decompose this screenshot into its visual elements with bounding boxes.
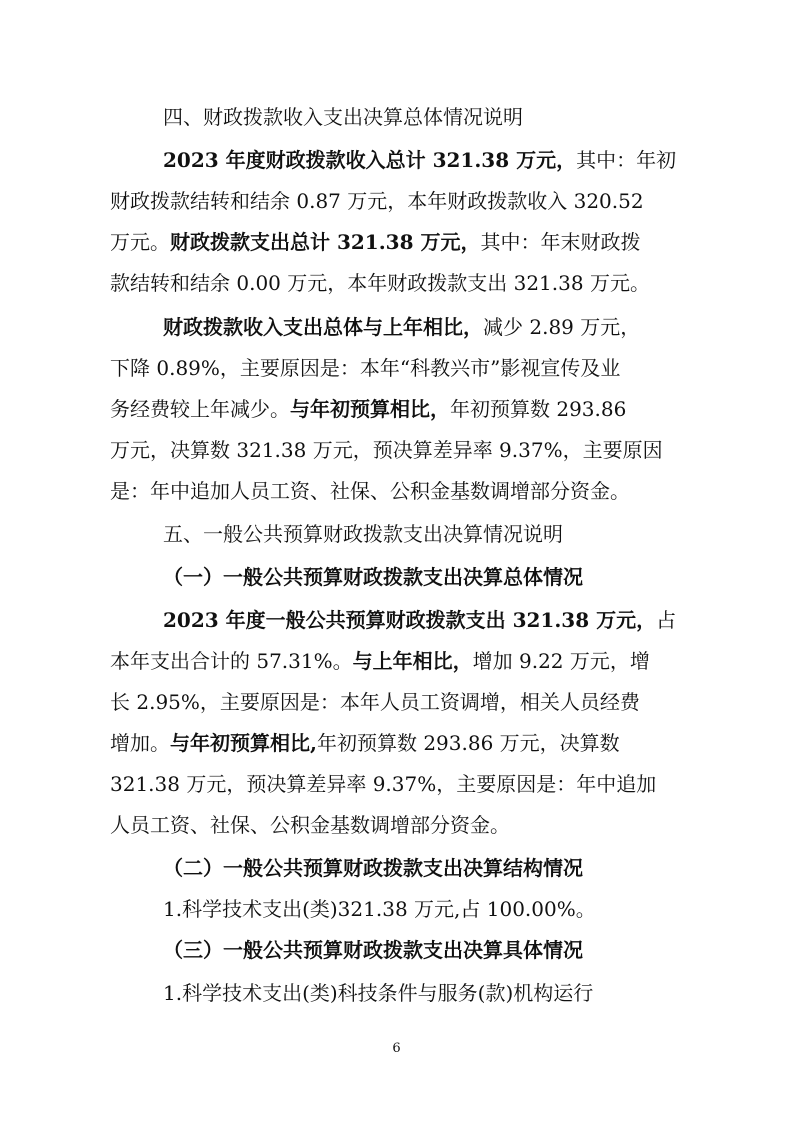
list-item: 1.科学技术支出(类)321.38 万元,占 100.00%。 [163,897,596,921]
text-span: 增加 9.22 万元，增 [472,649,650,673]
section-4-heading: 四、财政拨款收入支出决算总体情况说明 [163,105,523,129]
text-span: 年初预算数 293.86 万元，决算数 [316,731,620,755]
paragraph-line: 人员工资、社保、公积金基数调增部分资金。 [110,813,510,837]
paragraph-line: 万元，决算数 321.38 万元，预决算差异率 9.37%，主要原因 [110,438,663,462]
bold-phrase: 2023 年度一般公共预算财政拨款支出 321.38 万元， [163,608,657,632]
text-span: 年初预算数 293.86 [450,397,627,421]
paragraph-line [163,608,676,632]
section-5-heading: 五、一般公共预算财政拨款支出决算情况说明 [163,522,563,546]
paragraph-line: 321.38 万元，预决算差异率 9.37%，主要原因是：年中追加 [110,772,657,796]
paragraph-line [163,148,676,172]
text-span: 减少 2.89 万元， [483,315,641,339]
text-span: 万元。 [110,230,170,254]
paragraph-line [110,397,626,421]
paragraph-line [110,731,620,755]
subsection-2-heading: （二）一般公共预算财政拨款支出决算结构情况 [163,856,583,880]
page-number: 6 [392,1041,401,1056]
bold-phrase: 与上年相比， [352,649,473,673]
bold-phrase: 2023 年度财政拨款收入总计 321.38 万元， [163,148,577,172]
bold-phrase: 财政拨款支出总计 321.38 万元， [170,230,481,254]
text-span: 占 [656,608,677,632]
subsection-1-heading: （一）一般公共预算财政拨款支出决算总体情况 [163,565,583,589]
list-item: 1.科学技术支出(类)科技条件与服务(款)机构运行 [163,981,594,1005]
bold-phrase: 与年初预算相比, [170,731,317,755]
text-span: 增加。 [110,731,170,755]
paragraph-line: 财政拨款结转和结余 0.87 万元，本年财政拨款收入 320.52 [110,189,644,213]
paragraph-line: 下降 0.89%，主要原因是：本年“科教兴市”影视宣传及业 [110,356,621,380]
paragraph-line [110,649,650,673]
bold-phrase: 与年初预算相比， [290,397,450,421]
text-span: 务经费较上年减少。 [110,397,290,421]
paragraph-line: 长 2.95%，主要原因是：本年人员工资调增，相关人员经费 [110,690,640,714]
paragraph-line: 款结转和结余 0.00 万元，本年财政拨款支出 321.38 万元。 [110,271,650,295]
bold-phrase: 财政拨款收入支出总体与上年相比， [163,315,483,339]
paragraph-line: 是：年中追加人员工资、社保、公积金基数调增部分资金。 [110,479,630,503]
paragraph-line [163,315,640,339]
text-span: 其中：年末财政拨 [480,230,641,254]
subsection-3-heading: （三）一般公共预算财政拨款支出决算具体情况 [163,938,583,962]
paragraph-line [110,230,640,254]
text-span: 其中：年初 [576,148,677,172]
text-span: 本年支出合计的 57.31%。 [110,649,353,673]
